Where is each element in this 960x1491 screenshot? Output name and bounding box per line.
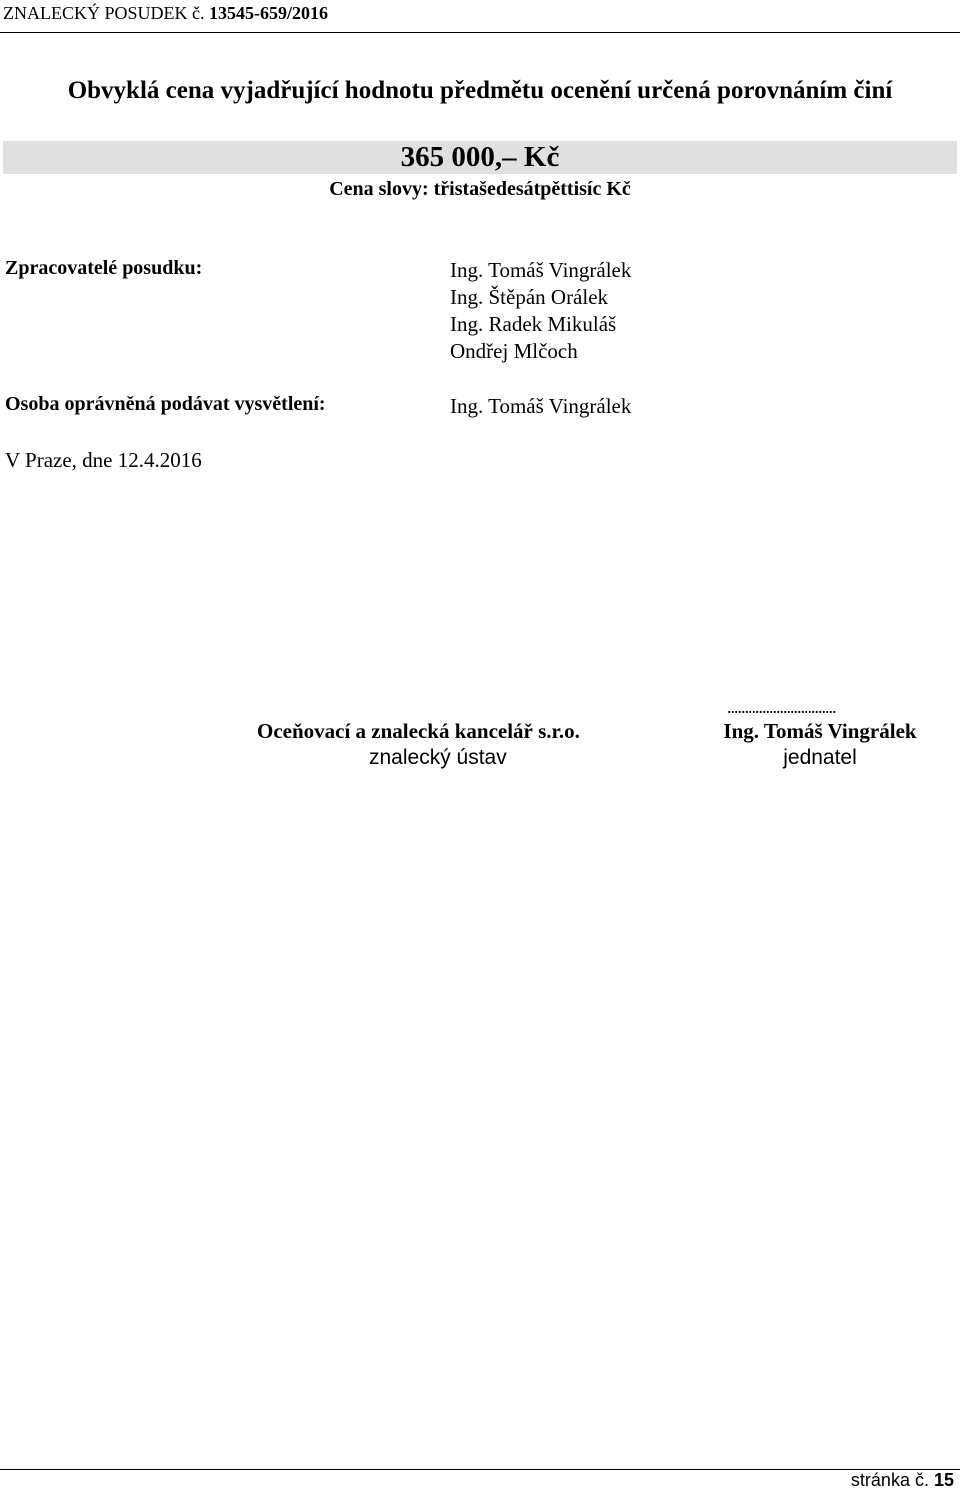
report-number: 13545-659/2016 (209, 3, 328, 23)
processors-label: Zpracovatelé posudku: (5, 257, 203, 279)
header-label: ZNALECKÝ POSUDEK č. (3, 3, 205, 23)
processor-name: Ondřej Mlčoch (450, 339, 578, 363)
footer-divider (0, 1469, 960, 1470)
page-number: 15 (933, 1470, 954, 1490)
processor-name: Ing. Tomáš Vingrálek (450, 258, 632, 282)
firm-type: znalecký ústav (369, 746, 507, 769)
authorized-label: Osoba oprávněná podávat vysvětlení: (5, 393, 326, 415)
signer-name: Ing. Tomáš Vingrálek (723, 719, 917, 743)
firm-name: Oceňovací a znalecká kancelář s.r.o. (257, 719, 580, 743)
valuation-title: Obvyklá cena vyjadřující hodnotu předmětu ocenění určená porovnáním činí (67, 77, 893, 104)
authorized-name: Ing. Tomáš Vingrálek (450, 394, 632, 418)
price-value: 365 000,– Kč (400, 141, 560, 173)
header-divider (0, 32, 960, 33)
footer-label: stránka č. (850, 1470, 929, 1490)
page-footer (851, 1470, 954, 1491)
signature-line: ............................... (727, 697, 836, 717)
processor-name: Ing. Radek Mikuláš (450, 312, 617, 336)
page-header (3, 3, 328, 24)
processor-name: Ing. Štěpán Orálek (450, 285, 609, 309)
place-date: V Praze, dne 12.4.2016 (5, 448, 202, 472)
signer-role: jednatel (783, 746, 857, 769)
price-in-words: Cena slovy: třistašedesátpěttisíc Kč (329, 178, 631, 200)
